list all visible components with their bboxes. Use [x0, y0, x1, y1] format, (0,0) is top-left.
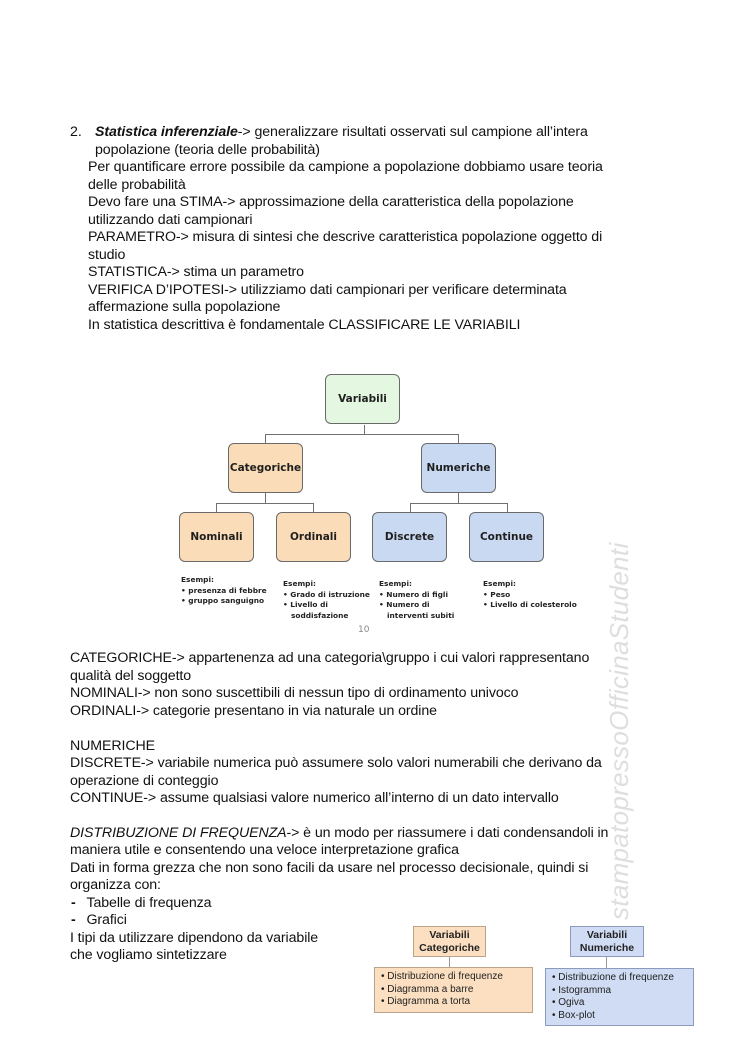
section-heading: [95, 124, 588, 141]
text-line: che vogliamo sintetizzare: [70, 947, 227, 963]
text-line: VERIFICA D’IPOTESI-> utilizziamo dati campionari per verificare determinata: [88, 281, 567, 298]
text-line: operazione di conteggio: [70, 772, 219, 789]
examples-continue: Esempi: • Peso • Livello di colesterolo: [483, 579, 577, 609]
text-line: organizza con:: [70, 877, 161, 893]
dash-bullet-icon: -: [71, 912, 76, 928]
connector-line: [313, 503, 314, 512]
connector-line: [265, 434, 458, 435]
text-line: STATISTICA-> stima un parametro: [88, 264, 304, 280]
connector-line: [606, 957, 607, 968]
text-line: Per quantificare errore possibile da campione a popolazione dobbiamo usare teoria: [88, 159, 603, 175]
node-categoriche: Categoriche: [228, 443, 303, 493]
node-variabili: Variabili: [325, 374, 400, 424]
connector-line: [458, 434, 459, 443]
connector-line: [449, 957, 450, 967]
text-line: NOMINALI-> non sono suscettibili di nessun tipo di ordinamento univoco: [70, 685, 519, 701]
connector-line: [410, 503, 411, 512]
connector-line: [216, 503, 217, 512]
summary-header-categoriche: Variabili Categoriche: [413, 926, 486, 957]
text-line: affermazione sulla popolazione: [88, 299, 281, 315]
text-line: qualità del soggetto: [70, 667, 192, 684]
examples-ordinali: Esempi: • Grado di istruzione • Livello di soddisfazione: [283, 579, 370, 620]
text-line: ORDINALI-> categorie presentano in via naturale un ordine: [70, 702, 437, 719]
text-line: utilizzando dati campionari: [88, 211, 253, 228]
text-line: DISCRETE-> variabile numerica può assumere solo valori numerabili che derivano da: [70, 755, 602, 771]
examples-nominali: Esempi: • presenza di febbre • gruppo sanguigno: [181, 575, 267, 605]
connector-line: [410, 503, 507, 504]
text-line: NUMERICHE: [70, 737, 156, 754]
node-numeriche: Numeriche: [421, 443, 496, 493]
summary-list-categoriche: • Distribuzione di frequenze • Diagramma a barre • Diagramma a torta: [374, 967, 533, 1013]
text-line: CATEGORICHE-> appartenenza ad una categoria\gruppo i cui valori rappresentano: [70, 650, 590, 666]
watermark: stampatopressoOfficinaStudenti: [604, 542, 634, 920]
distribution-title: DISTRIBUZIONE DI FREQUENZA: [70, 824, 287, 841]
text-line: maniera utile e consentendo una veloce interpretazione grafica: [70, 842, 459, 858]
slide-page-number: 10: [358, 625, 370, 635]
bullet-item: - Tabelle di frequenza: [71, 894, 212, 911]
distribution-rest: -> è un modo per riassumere i dati condensandoli in: [286, 824, 609, 841]
list-number: 2.: [70, 124, 82, 140]
summary-header-numeriche: Variabili Numeriche: [570, 926, 644, 957]
node-discrete: Discrete: [372, 512, 447, 562]
text-line: CONTINUE-> assume qualsiasi valore numerico all’interno di un dato intervallo: [70, 790, 559, 806]
text-line: In statistica descrittiva è fondamentale CLASSIFICARE LE VARIABILI: [88, 316, 521, 333]
summary-list-numeriche: • Distribuzione di frequenze • Istogramma • Ogiva • Box-plot: [545, 968, 694, 1026]
text-line: I tipi da utilizzare dipendono da variabile: [70, 929, 319, 946]
connector-line: [507, 503, 508, 512]
variables-tree-diagram: [170, 365, 577, 635]
distribution-heading: [70, 825, 608, 842]
section-title: Statistica inferenziale: [95, 124, 238, 140]
node-nominali: Nominali: [179, 512, 254, 562]
node-ordinali: Ordinali: [276, 512, 351, 562]
connector-line: [265, 434, 266, 443]
text-line: delle probabilità: [88, 176, 186, 193]
examples-discrete: Esempi: • Numero di figli • Numero di interventi subiti: [379, 579, 455, 620]
node-continue: Continue: [469, 512, 544, 562]
text-line: PARAMETRO-> misura di sintesi che descrive caratteristica popolazione oggetto di: [88, 229, 603, 245]
text-line: popolazione (teoria delle probabilità): [95, 141, 320, 158]
dash-bullet-icon: -: [71, 894, 76, 911]
bullet-item: - Grafici: [71, 912, 127, 928]
text-line: Dati in forma grezza che non sono facili da usare nel processo decisionale, quindi si: [70, 859, 589, 876]
section-title-rest: -> generalizzare risultati osservati sul campione all’intera: [237, 124, 588, 140]
connector-line: [216, 503, 313, 504]
text-line: studio: [88, 246, 126, 263]
text-line: Devo fare una STIMA-> approssimazione della caratteristica della popolazione: [88, 194, 574, 210]
